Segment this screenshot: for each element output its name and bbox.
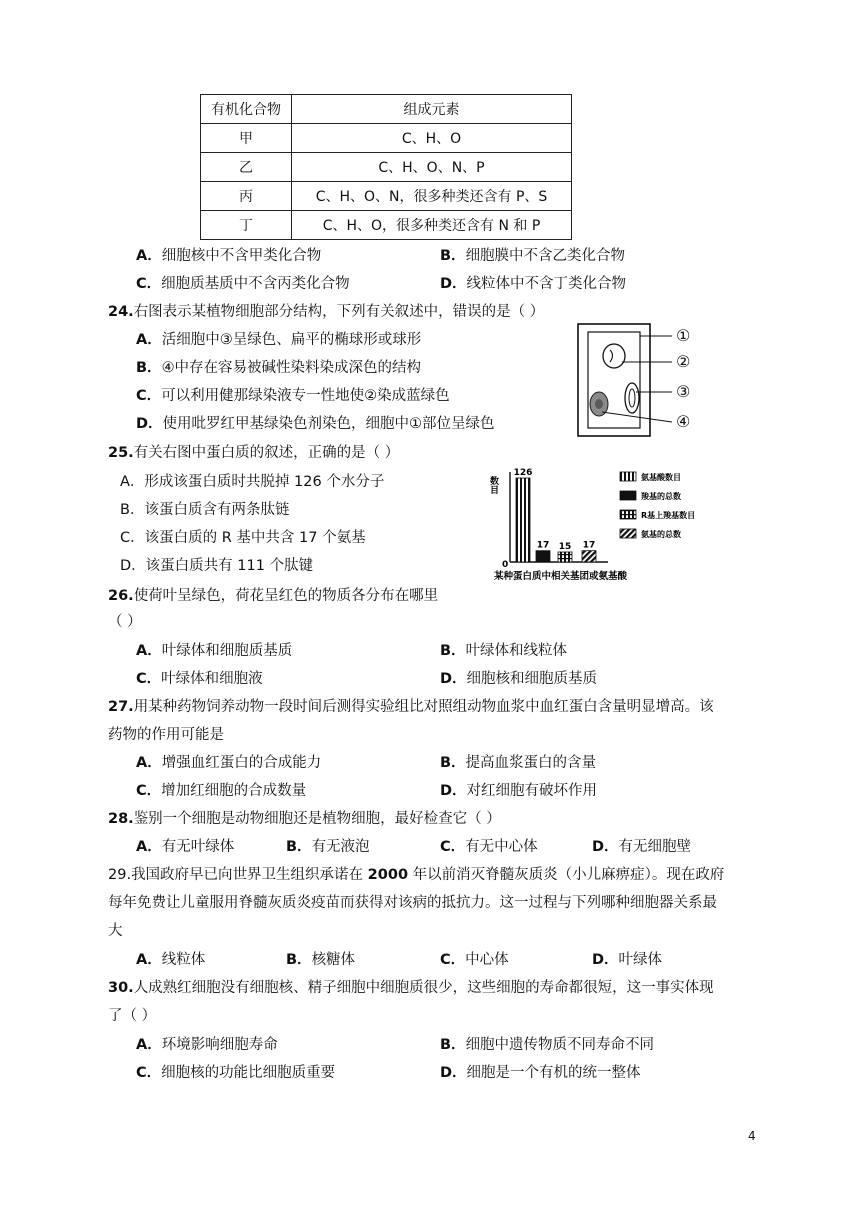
q26-option-b[interactable]: B．叶绿体和线粒体	[440, 643, 568, 659]
q27-option-c[interactable]: C．增加红细胞的合成数量	[136, 783, 307, 799]
q26-option-d[interactable]: D．细胞核和细胞质基质	[440, 671, 598, 687]
bar-value-label-2: 15	[558, 542, 572, 552]
table-row	[201, 124, 572, 153]
q30-stem: 30.人成熟红细胞没有细胞核、精子细胞中细胞质很少，这些细胞的寿命都很短，这一事实体现	[108, 980, 714, 996]
table-row	[201, 211, 572, 240]
q24-option-d[interactable]: D．使用吡罗红甲基绿染色剂染色，细胞中①部位呈绿色	[136, 416, 495, 432]
figure-label-1: ①	[676, 326, 691, 345]
legend-label-0: 氨基酸数目	[641, 473, 681, 482]
bar-0	[516, 478, 530, 562]
q27-stem: 27.用某种药物饲养动物一段时间后测得实验组比对照组动物血浆中血红蛋白含量明显增高。该	[108, 699, 714, 715]
q25-stem: 25.有关右图中蛋白质的叙述，正确的是（ ）	[108, 445, 400, 461]
figure-label-4: ④	[676, 412, 691, 431]
q29-stem-line3: 大	[108, 923, 123, 939]
q28-option-c[interactable]: C．有无中心体	[440, 839, 538, 855]
q29-stem: 29.我国政府早已向世界卫生组织承诺在 2000 年以前消灭脊髓灰质炎（小儿麻痹症）。现在政府	[108, 867, 725, 883]
q24-stem: 24.右图表示某植物细胞部分结构，下列有关叙述中，错误的是（ ）	[108, 304, 545, 320]
q23-option-b[interactable]: B．细胞膜中不含乙类化合物	[440, 248, 626, 264]
q30-option-c[interactable]: C．细胞核的功能比细胞质重要	[136, 1065, 336, 1081]
q27-option-a[interactable]: A．增强血红蛋白的合成能力	[136, 755, 322, 771]
legend-label-3: 氨基的总数	[641, 530, 681, 539]
q29-option-c[interactable]: C．中心体	[440, 952, 509, 968]
q29-option-b[interactable]: B．核糖体	[286, 952, 356, 968]
table-cell: 丁	[201, 211, 292, 240]
legend-swatch-0	[620, 472, 636, 481]
q24-option-b[interactable]: B．④中存在容易被碱性染料染成深色的结构	[136, 360, 422, 376]
y-axis-label: 数目	[488, 476, 498, 494]
q29-option-d[interactable]: D．叶绿体	[592, 952, 663, 968]
bar-3	[582, 551, 596, 562]
q25-option-c[interactable]: C．该蛋白质的 R 基中共含 17 个氨基	[120, 530, 366, 546]
table-cell: C、H、O	[292, 124, 572, 153]
q23-option-a[interactable]: A．细胞核中不含甲类化合物	[136, 248, 322, 264]
legend-swatch-1	[620, 491, 636, 500]
q27-stem-line2: 药物的作用可能是	[108, 727, 224, 743]
legend-label-1: 羧基的总数	[641, 492, 681, 501]
q26-option-c[interactable]: C．叶绿体和细胞液	[136, 671, 263, 687]
q27-option-d[interactable]: D．对红细胞有破坏作用	[440, 783, 598, 799]
q30-option-b[interactable]: B．细胞中遗传物质不同寿命不同	[440, 1037, 655, 1053]
bar-value-label-3: 17	[582, 540, 596, 551]
x-axis-label: 某种蛋白质中相关基团或氨基酸	[494, 571, 628, 582]
q25-option-a[interactable]: A．形成该蛋白质时共脱掉 126 个水分子	[120, 474, 385, 490]
bar-2	[558, 552, 572, 562]
q28-stem: 28.鉴别一个细胞是动物细胞还是植物细胞，最好检查它（ ）	[108, 811, 501, 827]
table-cell: 乙	[201, 153, 292, 182]
bar-1	[536, 551, 550, 562]
q30-stem-line2: 了（ ）	[108, 1008, 157, 1024]
q23-option-d[interactable]: D．线粒体中不含丁类化合物	[440, 276, 627, 292]
cell-wall-outline	[578, 324, 650, 436]
figure-label-2: ②	[676, 352, 691, 371]
q30-option-a[interactable]: A．环境影响细胞寿命	[136, 1037, 278, 1053]
q24-option-c[interactable]: C．可以利用健那绿染液专一性地使②染成蓝绿色	[136, 388, 450, 404]
legend-label-2: R基上羧基数目	[641, 511, 696, 520]
table-header-row	[201, 95, 572, 124]
legend-swatch-3	[620, 529, 636, 538]
element-table	[200, 94, 572, 240]
q26-option-a[interactable]: A．叶绿体和细胞质基质	[136, 643, 293, 659]
figure-label-3: ③	[676, 382, 691, 401]
q25-option-d[interactable]: D．该蛋白质共有 111 个肽键	[120, 558, 314, 574]
table-row	[201, 153, 572, 182]
q30-option-d[interactable]: D．细胞是一个有机的统一整体	[440, 1065, 641, 1081]
q28-option-b[interactable]: B．有无液泡	[286, 839, 370, 855]
q26-paren: （ ）	[108, 614, 142, 630]
q26-stem: 26.使荷叶呈绿色，荷花呈红色的物质各分布在哪里	[108, 588, 439, 604]
q27-option-b[interactable]: B．提高血浆蛋白的含量	[440, 755, 597, 771]
q25-option-b[interactable]: B．该蛋白质含有两条肽链	[120, 502, 290, 518]
bar-value-label-0: 126	[513, 468, 533, 478]
q23-option-c[interactable]: C．细胞质基质中不含丙类化合物	[136, 276, 350, 292]
table-header: 有机化合物	[201, 95, 292, 124]
table-row	[201, 182, 572, 211]
q24-option-a[interactable]: A．活细胞中③呈绿色、扁平的椭球形或球形	[136, 332, 422, 348]
protein-bar-chart	[480, 462, 720, 586]
q28-option-d[interactable]: D．有无细胞壁	[592, 839, 692, 855]
q29-stem-line2: 每年免费让儿童服用脊髓灰质炎疫苗而获得对该病的抵抗力。这一过程与下列哪种细胞器关系最	[108, 895, 717, 911]
table-cell: C、H、O，很多种类还含有 N 和 P	[292, 211, 572, 240]
organelle-3	[625, 383, 639, 413]
legend-swatch-2	[620, 510, 636, 519]
q29-option-a[interactable]: A．线粒体	[136, 952, 206, 968]
origin-label: 0	[502, 560, 509, 570]
table-cell: C、H、O、N、P	[292, 153, 572, 182]
page-number: 4	[748, 1129, 756, 1143]
table-header: 组成元素	[292, 95, 572, 124]
table-cell: 丙	[201, 182, 292, 211]
table-cell: 甲	[201, 124, 292, 153]
q28-option-a[interactable]: A．有无叶绿体	[136, 839, 235, 855]
table-cell: C、H、O、N，很多种类还含有 P、S	[292, 182, 572, 211]
bar-value-label-1: 17	[536, 540, 550, 551]
organelle-2	[603, 344, 625, 368]
